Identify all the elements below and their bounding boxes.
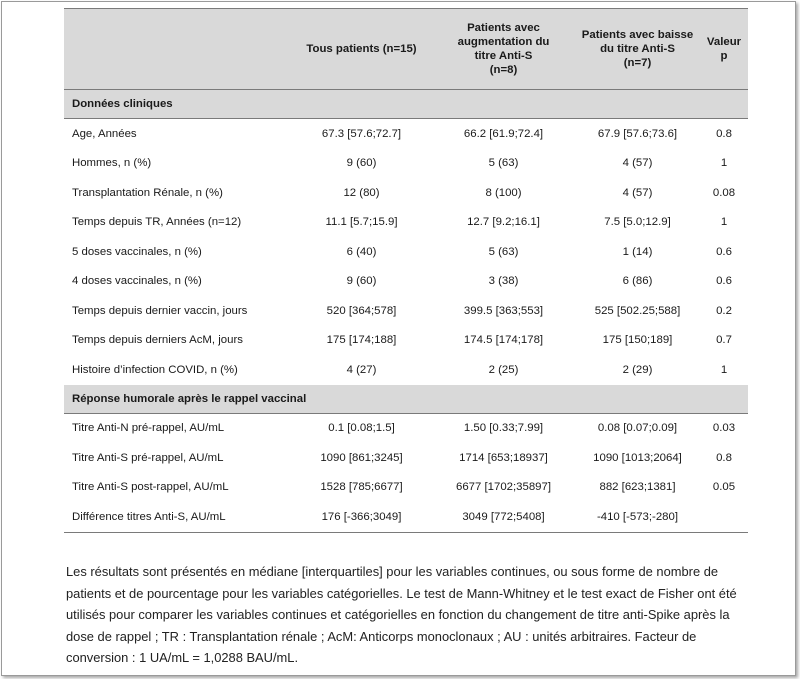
table-row <box>64 237 748 267</box>
cell-p-value: 0.6 <box>716 245 732 258</box>
cell-all: 520 [364;578] <box>326 304 397 317</box>
cell-increase: 5 (63) <box>488 245 519 258</box>
header-p-line: Valeur <box>706 36 742 48</box>
row-label: Temps depuis dernier vaccin, jours <box>72 304 248 317</box>
cell-decrease: 0.08 [0.07;0.09] <box>597 422 678 435</box>
header-decrease-line: Patients avec baisse <box>581 29 694 41</box>
header-all-patients: Tous patients (n=15) <box>291 9 432 90</box>
row-label: Différence titres Anti-S, AU/mL <box>72 510 226 523</box>
cell-increase: 12.7 [9.2;16.1] <box>467 216 540 229</box>
cell-decrease: -410 [-573;-280] <box>596 510 679 523</box>
cell-all: 6 (40) <box>346 245 377 258</box>
cell-p-value: 0.03 <box>712 422 736 435</box>
row-label: Titre Anti-N pré-rappel, AU/mL <box>72 422 225 435</box>
cell-p-value: 0.6 <box>716 275 732 288</box>
document-frame <box>1 1 796 676</box>
cell-p-value: 0.7 <box>716 334 732 347</box>
section-header-row <box>64 90 748 119</box>
table-body <box>64 90 748 533</box>
cell-p-value: 0.8 <box>716 451 732 464</box>
cell-decrease: 1 (14) <box>622 245 653 258</box>
cell-p-value: 0.08 <box>712 186 736 199</box>
cell-all: 67.3 [57.6;72.7] <box>321 127 402 140</box>
cell-all: 0.1 [0.08;1.5] <box>328 422 395 435</box>
header-increase-line: Patients avec <box>467 22 540 34</box>
table-row <box>64 473 748 503</box>
header-decrease-line: du titre Anti-S <box>600 43 675 55</box>
header-increase-line: augmentation du <box>457 36 550 48</box>
cell-p-value: 0.05 <box>712 481 736 494</box>
cell-decrease: 7.5 [5.0;12.9] <box>604 216 671 229</box>
cell-all: 175 [174;188] <box>326 334 397 347</box>
cell-decrease: 2 (29) <box>622 363 653 376</box>
cell-p-value: 1 <box>720 363 728 376</box>
cell-p-value: 0.8 <box>716 127 732 140</box>
table-row <box>64 119 748 149</box>
cell-decrease: 1090 [1013;2064] <box>593 451 682 464</box>
header-empty <box>64 9 291 90</box>
row-label: Hommes, n (%) <box>72 157 152 170</box>
cell-increase: 1.50 [0.33;7.99] <box>463 422 544 435</box>
cell-decrease: 4 (57) <box>622 157 653 170</box>
row-label: Transplantation Rénale, n (%) <box>72 186 223 199</box>
results-table <box>64 8 748 533</box>
cell-all: 4 (27) <box>346 363 377 376</box>
table-row <box>64 296 748 326</box>
table-row <box>64 443 748 473</box>
cell-increase: 5 (63) <box>488 157 519 170</box>
cell-increase: 2 (25) <box>488 363 519 376</box>
header-p-line: p <box>720 50 728 62</box>
cell-p-value: 1 <box>720 216 728 229</box>
row-label: 4 doses vaccinales, n (%) <box>72 275 202 288</box>
header-increase-line: titre Anti-S <box>474 50 533 62</box>
cell-decrease: 6 (86) <box>622 275 653 288</box>
cell-decrease: 525 [502.25;588] <box>594 304 681 317</box>
cell-all: 9 (60) <box>346 275 377 288</box>
cell-all: 176 [-366;3049] <box>321 510 402 523</box>
footnote: Les résultats sont présentés en médiane [interquartiles] pour les variables continues, ou sous forme de nombre de patients et de pourcentage pour les variables catégorielles. Le test de Mann-Whitney et le test exact de Fisher ont été utilisés pour comparer les variables continues et catégorielles en fonction du changement de titre anti-Spike après la dose de rappel ; TR : Transplantation rénale ; AcM: Anticorps monoclonaux ; AU : unités arbitraires. Facteur de conversion : 1 UA/mL = 1,0288 BAU/mL. <box>66 564 737 666</box>
header-increase-line: (n=8) <box>489 64 518 76</box>
cell-increase: 174.5 [174;178] <box>463 334 544 347</box>
row-label: Temps depuis TR, Années (n=12) <box>72 216 242 229</box>
cell-p-value: 1 <box>720 157 728 170</box>
row-label: 5 doses vaccinales, n (%) <box>72 245 202 258</box>
table-row <box>64 267 748 297</box>
header-p-value <box>700 9 748 90</box>
table-row <box>64 208 748 238</box>
table-header-row <box>64 9 748 90</box>
row-label: Age, Années <box>72 127 137 140</box>
table-row <box>64 149 748 179</box>
table-row <box>64 355 748 385</box>
section-title: Réponse humorale après le rappel vaccinal <box>64 385 748 414</box>
cell-increase: 399.5 [363;553] <box>463 304 544 317</box>
cell-increase: 3049 [772;5408] <box>462 510 545 523</box>
table-row <box>64 502 748 532</box>
row-label: Histoire d’infection COVID, n (%) <box>72 363 238 376</box>
cell-all: 9 (60) <box>346 157 377 170</box>
section-header-row <box>64 385 748 414</box>
header-decrease <box>575 9 700 90</box>
cell-all: 1090 [861;3245] <box>320 451 403 464</box>
cell-increase: 66.2 [61.9;72.4] <box>463 127 544 140</box>
row-label: Temps depuis derniers AcM, jours <box>72 334 243 347</box>
cell-all: 1528 [785;6677] <box>320 481 403 494</box>
table-row <box>64 178 748 208</box>
cell-decrease: 175 [150;189] <box>602 334 673 347</box>
cell-all: 11.1 [5.7;15.9] <box>325 216 398 229</box>
header-decrease-line: (n=7) <box>623 57 652 69</box>
table-row <box>64 413 748 443</box>
cell-p-value <box>700 502 748 532</box>
cell-p-value: 0.2 <box>716 304 732 317</box>
cell-decrease: 4 (57) <box>622 186 653 199</box>
cell-increase: 3 (38) <box>488 275 519 288</box>
cell-increase: 6677 [1702;35897] <box>455 481 551 494</box>
cell-all: 12 (80) <box>343 186 380 199</box>
section-title: Données cliniques <box>64 90 748 119</box>
header-increase <box>432 9 575 90</box>
cell-decrease: 882 [623;1381] <box>599 481 676 494</box>
cell-decrease: 67.9 [57.6;73.6] <box>597 127 678 140</box>
row-label: Titre Anti-S pré-rappel, AU/mL <box>72 451 224 464</box>
table-row <box>64 326 748 356</box>
cell-increase: 1714 [653;18937] <box>459 451 548 464</box>
row-label: Titre Anti-S post-rappel, AU/mL <box>72 481 229 494</box>
cell-increase: 8 (100) <box>485 186 522 199</box>
